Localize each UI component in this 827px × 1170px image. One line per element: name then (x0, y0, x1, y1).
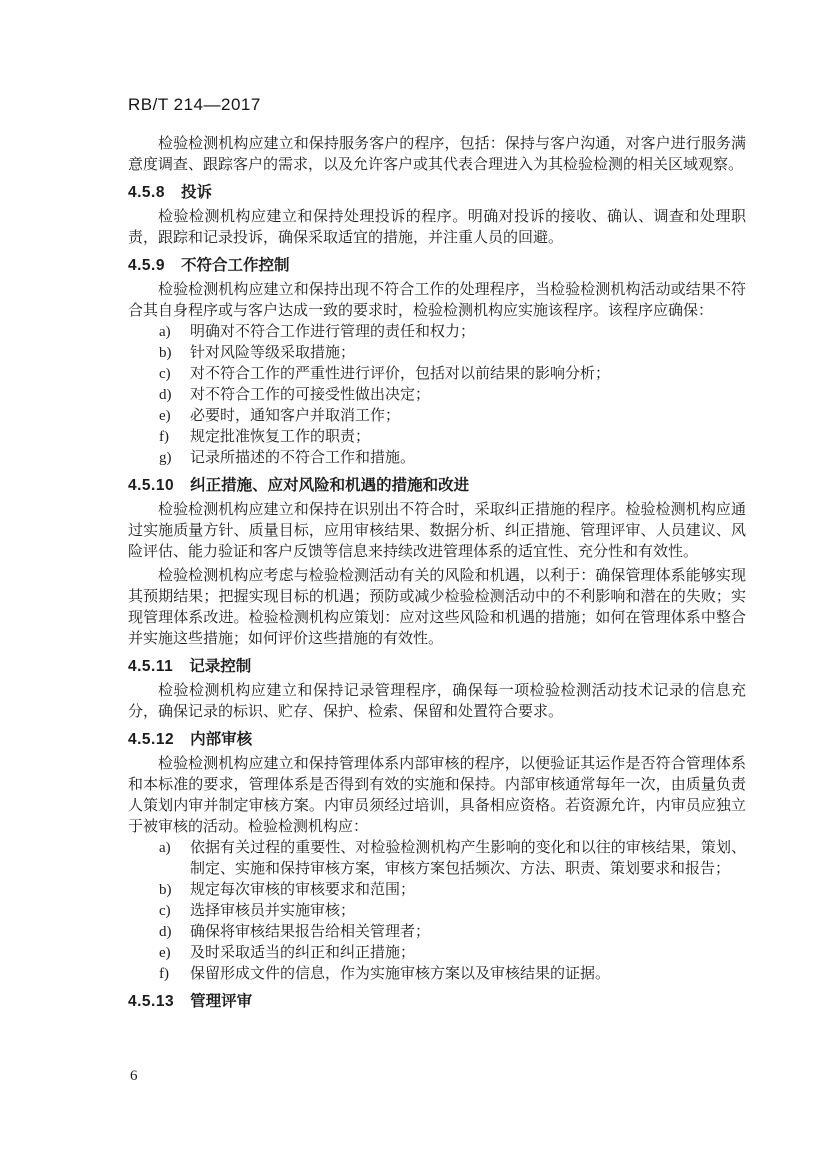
section-title: 不符合工作控制 (180, 257, 290, 274)
list-item-label: b) (159, 882, 172, 898)
list-item-d (159, 922, 746, 943)
list-item-label: d) (159, 924, 172, 940)
list-item-b (159, 343, 746, 364)
section-number: 4.5.10 (128, 477, 175, 494)
list-item-text: 保留形成文件的信息，作为实施审核方案以及审核结果的证据。 (190, 966, 611, 982)
list-item-c (159, 901, 746, 922)
list-item-text: 明确对不符合工作进行管理的责任和权力； (190, 324, 476, 340)
section-4-5-10-paragraph-2: 检验检测机构应考虑与检验检测活动有关的风险和机遇，以利于：确保管理体系能够实现其预期结果；把握实现目标的机遇；预防或减少检验检测活动中的不利影响和潜在的失败；实现管理体系改进。检验检测机构应策划：应对这些风险和机遇的措施；如何在管理体系中整合并实施这些措施；如何评价这些措施的有效性。 (128, 568, 746, 647)
section-title: 纠正措施、应对风险和机遇的措施和改进 (190, 477, 470, 494)
section-4-5-9-list (128, 322, 746, 469)
list-item-label: a) (159, 324, 171, 340)
list-item-text: 规定每次审核的审核要求和范围； (190, 882, 416, 898)
list-item-a (159, 838, 746, 880)
list-item-label: d) (159, 387, 172, 403)
section-heading-4-5-13 (128, 991, 746, 1013)
intro-paragraph: 检验检测机构应建立和保持服务客户的程序，包括：保持与客户沟通，对客户进行服务满意度调查、跟踪客户的需求，以及允许客户或其代表合理进入为其检验检测的相关区域观察。 (128, 136, 746, 173)
standard-number: RB/T 214—2017 (128, 95, 261, 114)
section-4-5-12-paragraph: 检验检测机构应建立和保持管理体系内部审核的程序，以便验证其运作是否符合管理体系和本标准的要求，管理体系是否得到有效的实施和保持。内部审核通常每年一次，由质量负责人策划内审并制定审核方案。内审员须经过培训，具备相应资格。若资源允许，内审员应独立于被审核的活动。检验检测机构应： (128, 756, 746, 835)
list-item-text: 确保将审核结果报告给相关管理者； (190, 924, 431, 940)
section-heading-4-5-9 (128, 255, 746, 277)
section-number: 4.5.9 (128, 257, 165, 274)
section-4-5-12-list (128, 838, 746, 985)
section-title: 记录控制 (189, 658, 252, 675)
list-item-label: c) (159, 903, 171, 919)
list-item-text: 选择审核员并实施审核； (190, 903, 356, 919)
list-item-label: b) (159, 345, 172, 361)
list-item-text: 对不符合工作的可接受性做出决定； (190, 387, 431, 403)
list-item-d (159, 385, 746, 406)
list-item-label: f) (159, 966, 169, 982)
page-number: 6 (130, 1068, 138, 1084)
section-4-5-10-paragraph-1: 检验检测机构应建立和保持在识别出不符合时，采取纠正措施的程序。检验检测机构应通过实施质量方针、质量目标，应用审核结果、数据分析、纠正措施、管理评审、人员建议、风险评估、能力验证和客户反馈等信息来持续改进管理体系的适宜性、充分性和有效性。 (128, 502, 746, 560)
section-4-5-8-paragraph: 检验检测机构应建立和保持处理投诉的程序。明确对投诉的接收、确认、调查和处理职责，跟踪和记录投诉，确保采取适宜的措施，并注重人员的回避。 (128, 209, 746, 246)
section-4-5-11-paragraph: 检验检测机构应建立和保持记录管理程序，确保每一项检验检测活动技术记录的信息充分，确保记录的标识、贮存、保护、检索、保留和处置符合要求。 (128, 683, 746, 720)
list-item-label: a) (159, 840, 171, 856)
list-item-label: c) (159, 366, 171, 382)
list-item-f (159, 427, 746, 448)
document-body (128, 131, 746, 1015)
list-item-text: 对不符合工作的严重性进行评价，包括对以前结果的影响分析； (190, 366, 611, 382)
list-item-e (159, 406, 746, 427)
section-4-5-9-paragraph: 检验检测机构应建立和保持出现不符合工作的处理程序，当检验检测机构活动或结果不符合其自身程序或与客户达成一致的要求时，检验检测机构应实施该程序。该程序应确保： (128, 282, 746, 319)
list-item-g (159, 448, 746, 469)
section-heading-4-5-11 (128, 656, 746, 678)
section-title: 管理评审 (190, 993, 253, 1010)
list-item-f (159, 964, 746, 985)
list-item-label: g) (159, 450, 172, 466)
section-title: 投诉 (180, 184, 212, 201)
list-item-text: 规定批准恢复工作的职责； (190, 429, 371, 445)
list-item-a (159, 322, 746, 343)
list-item-label: e) (159, 408, 171, 424)
section-number: 4.5.13 (128, 993, 175, 1010)
section-number: 4.5.12 (128, 731, 175, 748)
list-item-text: 必要时，通知客户并取消工作； (190, 408, 401, 424)
list-item-text: 依据有关过程的重要性、对检验检测机构产生影响的变化和以往的审核结果，策划、制定、实施和保持审核方案，审核方案包括频次、方法、职责、策划要求和报告； (190, 840, 746, 877)
list-item-c (159, 364, 746, 385)
section-title: 内部审核 (190, 731, 253, 748)
standard-code-header (128, 95, 261, 115)
section-heading-4-5-10 (128, 475, 746, 497)
list-item-text: 记录所描述的不符合工作和措施。 (190, 450, 416, 466)
section-heading-4-5-12 (128, 729, 746, 751)
section-number: 4.5.11 (128, 658, 174, 675)
list-item-text: 及时采取适当的纠正和纠正措施； (190, 945, 416, 961)
list-item-text: 针对风险等级采取措施； (190, 345, 356, 361)
list-item-label: e) (159, 945, 171, 961)
section-heading-4-5-8 (128, 182, 746, 204)
section-number: 4.5.8 (128, 184, 165, 201)
list-item-b (159, 880, 746, 901)
list-item-e (159, 943, 746, 964)
list-item-label: f) (159, 429, 169, 445)
